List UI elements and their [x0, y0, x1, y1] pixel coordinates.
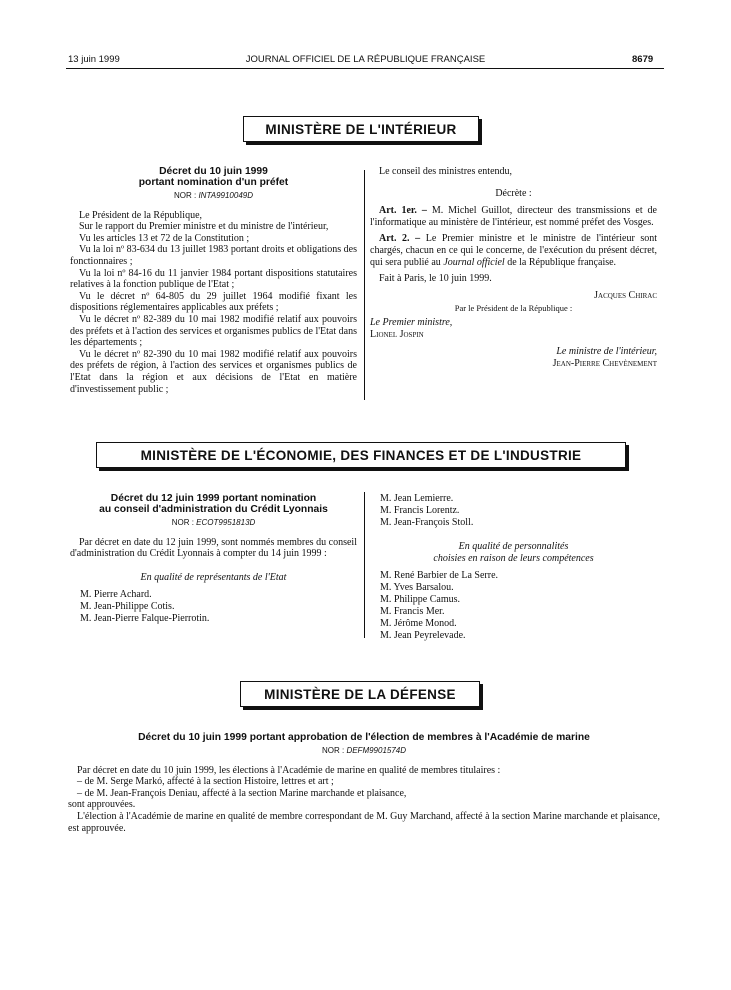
fait-line: Fait à Paris, le 10 juin 1999.: [379, 273, 492, 285]
header-date: 13 juin 1999: [68, 54, 120, 65]
signature-president: Jacques Chirac: [594, 289, 657, 301]
nor-reference: NOR : DEFM9901574D: [321, 746, 407, 755]
visa-line: Vu le décret nº 82-389 du 10 mai 1982 modifié relatif aux pouvoirs des préfets et à l'action des services et organismes publics de l'Etat dans les départements ;: [70, 313, 357, 349]
names-list: [370, 493, 657, 529]
names-list: [70, 589, 357, 625]
list-item: M. Yves Barsalou.: [380, 582, 454, 594]
visa-line: Vu la loi nº 84-16 du 11 janvier 1984 portant dispositions statutaires relatives à la fonction publique de l'Etat ;: [70, 267, 357, 291]
election-item: – de M. Serge Markó, affecté à la section Histoire, lettres et art ;: [77, 776, 334, 788]
header-page-number: 8679: [632, 54, 654, 65]
decree-academie-title: Décret du 10 juin 1999 portant approbation de l'élection de membres à l'Académie de marine: [138, 732, 590, 743]
column-divider: [364, 170, 365, 400]
ministry-interieur-heading: MINISTÈRE DE L'INTÉRIEUR: [243, 116, 479, 142]
group-personnalites: En qualité de personnalités: [458, 541, 569, 552]
decree-credit-lyonnais-right-column: [370, 493, 657, 642]
approved-line: sont approuvées.: [68, 799, 136, 811]
visa-line: Vu la loi nº 83-634 du 13 juillet 1983 portant droits et obligations des fonctionnaires ;: [70, 244, 357, 267]
list-item: M. Francis Mer.: [380, 606, 445, 618]
list-item: M. Jérôme Monod.: [380, 618, 457, 630]
premier-ministre-title: Le Premier ministre,: [370, 316, 453, 328]
visa-line: Sur le rapport du Premier ministre et du ministre de l'intérieur,: [79, 221, 329, 233]
election-item: – de M. Jean-François Deniau, affecté à la section Marine marchande et plaisance,: [77, 787, 407, 799]
decree-academie-marine: [68, 732, 660, 834]
ministry-defense-heading: MINISTÈRE DE LA DÉFENSE: [240, 681, 480, 707]
list-item: M. Jean Lemierre.: [380, 493, 454, 504]
list-item: M. Jean-Philippe Cotis.: [80, 601, 175, 613]
visa-line: Vu le décret nº 64-805 du 29 juillet 1964 modifié fixant les dispositions réglementaires applicables aux préfets ;: [70, 290, 357, 314]
decree-credit-lyonnais-title: Décret du 12 juin 1999 portant nomination au conseil d'administration du Crédit Lyonnais: [99, 493, 328, 515]
nor-reference: NOR : ECOT9951813D: [171, 518, 256, 527]
premier-ministre-name: Lionel Jospin: [370, 328, 424, 340]
ministre-interieur-title: Le ministre de l'intérieur,: [556, 346, 657, 358]
decree-credit-lyonnais-left-column: [70, 493, 357, 625]
list-item: M. Jean Peyrelevade.: [380, 630, 466, 642]
group-representants-etat: En qualité de représentants de l'Etat: [140, 571, 287, 583]
decree-prefet-title: Décret du 10 juin 1999 portant nomination d'un préfet: [138, 166, 289, 188]
par-le-president: Par le Président de la République :: [454, 303, 573, 314]
list-item: M. René Barbier de La Serre.: [380, 570, 499, 582]
list-item: M. Philippe Camus.: [380, 594, 461, 606]
decree-prefet-right-column: [370, 166, 657, 369]
header-rule: [66, 68, 664, 69]
group-personnalites-sub: choisies en raison de leurs compétences: [433, 552, 594, 564]
ministry-economie-heading: MINISTÈRE DE L'ÉCONOMIE, DES FINANCES ET DE L'INDUSTRIE: [96, 442, 626, 468]
decree-intro: Par décret en date du 10 juin 1999, les élections à l'Académie de marine en qualité de membres titulaires :: [77, 764, 501, 776]
list-item: M. Jean-François Stoll.: [380, 517, 474, 528]
decree-prefet-left-column: [70, 166, 357, 395]
names-list: [370, 570, 657, 642]
nor-reference: NOR : INTA9910049D: [173, 191, 254, 200]
list-item: M. Francis Lorentz.: [380, 505, 460, 516]
decree-intro: Par décret en date du 12 juin 1999, sont nommés membres du conseil d'administration du Crédit Lyonnais à compter du 14 juin 1999 :: [70, 536, 357, 560]
ministre-interieur-name: Jean-Pierre Chevènement: [552, 357, 657, 369]
visa-line: Le Président de la République,: [79, 209, 203, 221]
list-item: M. Jean-Pierre Falque-Pierrotin.: [80, 613, 210, 625]
column-divider: [364, 492, 365, 638]
header-journal: JOURNAL OFFICIEL DE LA RÉPUBLIQUE FRANÇAISE: [245, 54, 486, 65]
visa-line: Vu le décret nº 82-390 du 10 mai 1982 modifié relatif aux pouvoirs des préfets de région, à l'action des services et organismes publics de l'Etat dans la région et aux décisions de l'Etat en matière d'investissement public ;: [70, 348, 357, 395]
list-item: M. Pierre Achard.: [80, 589, 152, 601]
article-2: Art. 2. – Le Premier ministre et le ministre de l'intérieur sont chargés, chacun en ce qui le concerne, de l'exécution du présent décret, qui sera publié au Journal officiel de la République française.: [370, 233, 658, 268]
visa-line: Vu les articles 13 et 72 de la Constitution ;: [79, 232, 250, 244]
conseil-line: Le conseil des ministres entendu,: [379, 166, 513, 177]
final-paragraph: L'élection à l'Académie de marine en qualité de membre correspondant de M. Guy Marchand, affecté à la section Marine marchande et plaisance, est approuvée.: [68, 810, 660, 834]
decrete-line: Décrète :: [495, 187, 532, 199]
article-1: Art. 1er. – M. Michel Guillot, directeur des transmissions et de l'informatique au ministère de l'intérieur, est nommé préfet des Vosges.: [370, 205, 657, 228]
